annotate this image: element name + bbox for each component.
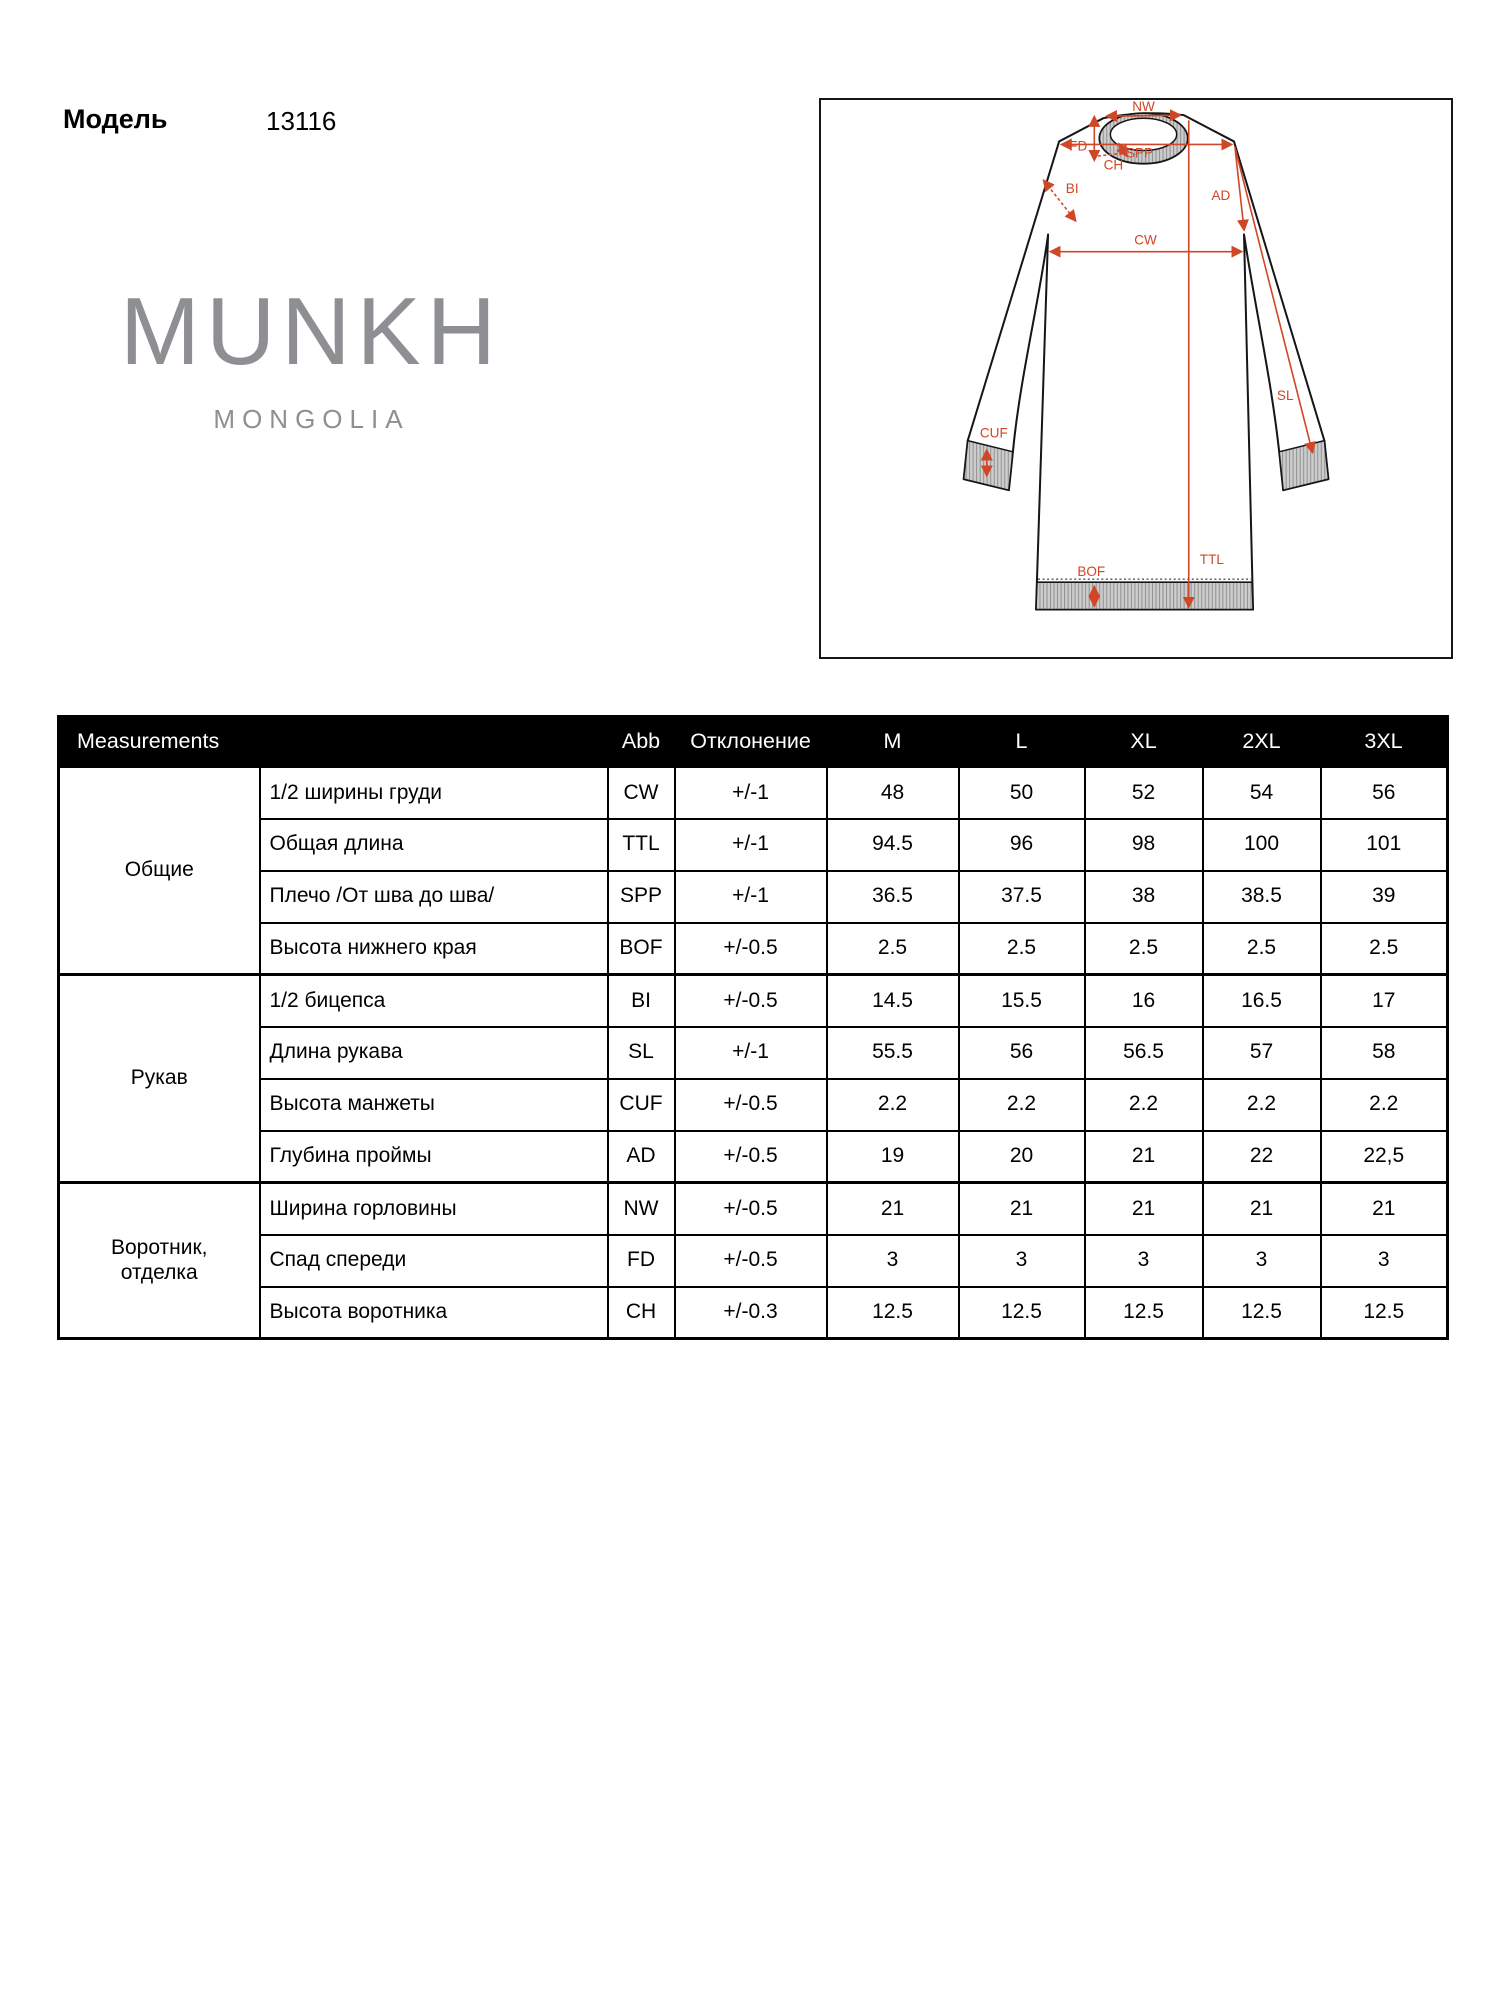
size-value-cell: 21 — [959, 1183, 1085, 1235]
brand-logo — [106, 278, 510, 435]
group-label: Воротник, отделка — [110, 1236, 208, 1284]
size-value-cell: 37.5 — [959, 871, 1085, 923]
column-header-deviation: Отклонение — [675, 717, 827, 767]
size-value-cell: 50 — [959, 767, 1085, 819]
size-value-cell: 3 — [1203, 1235, 1321, 1287]
group-label-cell — [59, 975, 260, 1183]
size-value-cell: 22,5 — [1321, 1131, 1448, 1183]
group-label: Рукав — [130, 1066, 188, 1090]
hem-rib — [1036, 582, 1253, 609]
size-value-cell: 12.5 — [1321, 1287, 1448, 1339]
abbreviation-cell: CH — [608, 1287, 675, 1339]
size-value-cell: 12.5 — [1203, 1287, 1321, 1339]
size-value-cell: 21 — [1203, 1183, 1321, 1235]
diagram-label-ch: CH — [1103, 157, 1124, 173]
size-value-cell: 38 — [1085, 871, 1203, 923]
row-label-cell: Длина рукава — [260, 1027, 608, 1079]
table-row — [59, 1235, 1448, 1287]
table-row — [59, 871, 1448, 923]
deviation-cell: +/-0.5 — [675, 923, 827, 975]
size-table-container — [57, 715, 1449, 1340]
table-row — [59, 1287, 1448, 1339]
table-row — [59, 1183, 1448, 1235]
model-label: Модель — [63, 104, 168, 134]
size-value-cell: 15.5 — [959, 975, 1085, 1027]
group-label-cell — [59, 1183, 260, 1339]
diagram-label-bof: BOF — [1077, 564, 1106, 580]
size-value-cell: 12.5 — [827, 1287, 959, 1339]
size-value-cell: 2.2 — [1203, 1079, 1321, 1131]
size-value-cell: 36.5 — [827, 871, 959, 923]
size-value-cell: 16 — [1085, 975, 1203, 1027]
size-value-cell: 3 — [959, 1235, 1085, 1287]
row-label-cell: 1/2 ширины груди — [260, 767, 608, 819]
table-row — [59, 1131, 1448, 1183]
abbreviation-cell: TTL — [608, 819, 675, 871]
abbreviation-cell: AD — [608, 1131, 675, 1183]
deviation-cell: +/-0.3 — [675, 1287, 827, 1339]
garment-diagram — [819, 98, 1453, 659]
table-row — [59, 1079, 1448, 1131]
abbreviation-cell: CUF — [608, 1079, 675, 1131]
size-value-cell: 2.2 — [959, 1079, 1085, 1131]
size-value-cell: 14.5 — [827, 975, 959, 1027]
diagram-label-ttl: TTL — [1199, 551, 1224, 568]
diagram-label-bi: BI — [1065, 180, 1079, 197]
size-value-cell: 19 — [827, 1131, 959, 1183]
size-value-cell: 3 — [1321, 1235, 1448, 1287]
diagram-label-cw: CW — [1134, 232, 1157, 248]
row-label-cell: Ширина горловины — [260, 1183, 608, 1235]
table-row — [59, 1027, 1448, 1079]
table-row — [59, 767, 1448, 819]
column-header-abb: Abb — [608, 717, 675, 767]
column-header-measurements: Measurements — [59, 717, 608, 767]
table-row — [59, 975, 1448, 1027]
size-value-cell: 22 — [1203, 1131, 1321, 1183]
row-label-cell: 1/2 бицепса — [260, 975, 608, 1027]
model-number: 13116 — [266, 106, 337, 136]
diagram-label-nw: NW — [1132, 100, 1155, 115]
abbreviation-cell: NW — [608, 1183, 675, 1235]
size-value-cell: 58 — [1321, 1027, 1448, 1079]
size-value-cell: 48 — [827, 767, 959, 819]
size-value-cell: 57 — [1203, 1027, 1321, 1079]
deviation-cell: +/-0.5 — [675, 1079, 827, 1131]
size-value-cell: 21 — [1321, 1183, 1448, 1235]
size-value-cell: 100 — [1203, 819, 1321, 871]
size-value-cell: 12.5 — [959, 1287, 1085, 1339]
deviation-cell: +/-1 — [675, 819, 827, 871]
size-value-cell: 38.5 — [1203, 871, 1321, 923]
deviation-cell: +/-0.5 — [675, 1235, 827, 1287]
size-value-cell: 2.5 — [1203, 923, 1321, 975]
table-row — [59, 923, 1448, 975]
size-table-body — [59, 767, 1448, 1339]
size-value-cell: 3 — [827, 1235, 959, 1287]
garment-outline — [964, 113, 1329, 609]
column-header-size-2xl: 2XL — [1203, 717, 1321, 767]
size-value-cell: 98 — [1085, 819, 1203, 871]
size-value-cell: 17 — [1321, 975, 1448, 1027]
size-value-cell: 56 — [1321, 767, 1448, 819]
diagram-label-spp: SPP — [1125, 145, 1154, 161]
column-header-size-l: L — [959, 717, 1085, 767]
size-value-cell: 94.5 — [827, 819, 959, 871]
deviation-cell: +/-0.5 — [675, 975, 827, 1027]
abbreviation-cell: BOF — [608, 923, 675, 975]
column-header-size-3xl: 3XL — [1321, 717, 1448, 767]
brand-name: MUNKH — [120, 278, 502, 385]
row-label-cell: Глубина проймы — [260, 1131, 608, 1183]
size-value-cell: 56 — [959, 1027, 1085, 1079]
size-value-cell: 2.5 — [959, 923, 1085, 975]
size-value-cell: 101 — [1321, 819, 1448, 871]
diagram-label-ad: AD — [1211, 188, 1231, 204]
nw-arrow — [1107, 115, 1179, 116]
row-label-cell: Плечо /От шва до шва/ — [260, 871, 608, 923]
table-header-row — [59, 717, 1448, 767]
size-value-cell: 2.2 — [1321, 1079, 1448, 1131]
abbreviation-cell: SL — [608, 1027, 675, 1079]
deviation-cell: +/-1 — [675, 1027, 827, 1079]
deviation-cell: +/-0.5 — [675, 1131, 827, 1183]
group-label-cell — [59, 767, 260, 975]
size-value-cell: 2.5 — [1321, 923, 1448, 975]
size-value-cell: 2.5 — [1085, 923, 1203, 975]
size-value-cell: 21 — [1085, 1131, 1203, 1183]
size-value-cell: 54 — [1203, 767, 1321, 819]
row-label-cell: Общая длина — [260, 819, 608, 871]
diagram-label-fd: FD — [1069, 138, 1088, 154]
size-value-cell: 20 — [959, 1131, 1085, 1183]
deviation-cell: +/-1 — [675, 871, 827, 923]
size-value-cell: 21 — [1085, 1183, 1203, 1235]
diagram-label-sl: SL — [1276, 388, 1294, 404]
size-value-cell: 21 — [827, 1183, 959, 1235]
size-value-cell: 39 — [1321, 871, 1448, 923]
column-header-size-xl: XL — [1085, 717, 1203, 767]
size-value-cell: 16.5 — [1203, 975, 1321, 1027]
abbreviation-cell: CW — [608, 767, 675, 819]
deviation-cell: +/-1 — [675, 767, 827, 819]
size-value-cell: 2.5 — [827, 923, 959, 975]
abbreviation-cell: FD — [608, 1235, 675, 1287]
column-header-size-m: M — [827, 717, 959, 767]
size-value-cell: 2.2 — [827, 1079, 959, 1131]
size-table — [57, 715, 1449, 1340]
row-label-cell: Высота манжеты — [260, 1079, 608, 1131]
abbreviation-cell: BI — [608, 975, 675, 1027]
garment-diagram-svg — [821, 100, 1451, 657]
size-value-cell: 12.5 — [1085, 1287, 1203, 1339]
diagram-label-cuf: CUF — [979, 425, 1008, 441]
size-value-cell: 2.2 — [1085, 1079, 1203, 1131]
size-value-cell: 55.5 — [827, 1027, 959, 1079]
row-label-cell: Высота нижнего края — [260, 923, 608, 975]
brand-subtitle: MONGOLIA — [213, 404, 410, 434]
abbreviation-cell: SPP — [608, 871, 675, 923]
row-label-cell: Спад спереди — [260, 1235, 608, 1287]
deviation-cell: +/-0.5 — [675, 1183, 827, 1235]
group-label: Общие — [124, 858, 194, 882]
size-value-cell: 56.5 — [1085, 1027, 1203, 1079]
table-row — [59, 819, 1448, 871]
row-label-cell: Высота воротника — [260, 1287, 608, 1339]
size-value-cell: 52 — [1085, 767, 1203, 819]
size-value-cell: 96 — [959, 819, 1085, 871]
size-value-cell: 3 — [1085, 1235, 1203, 1287]
